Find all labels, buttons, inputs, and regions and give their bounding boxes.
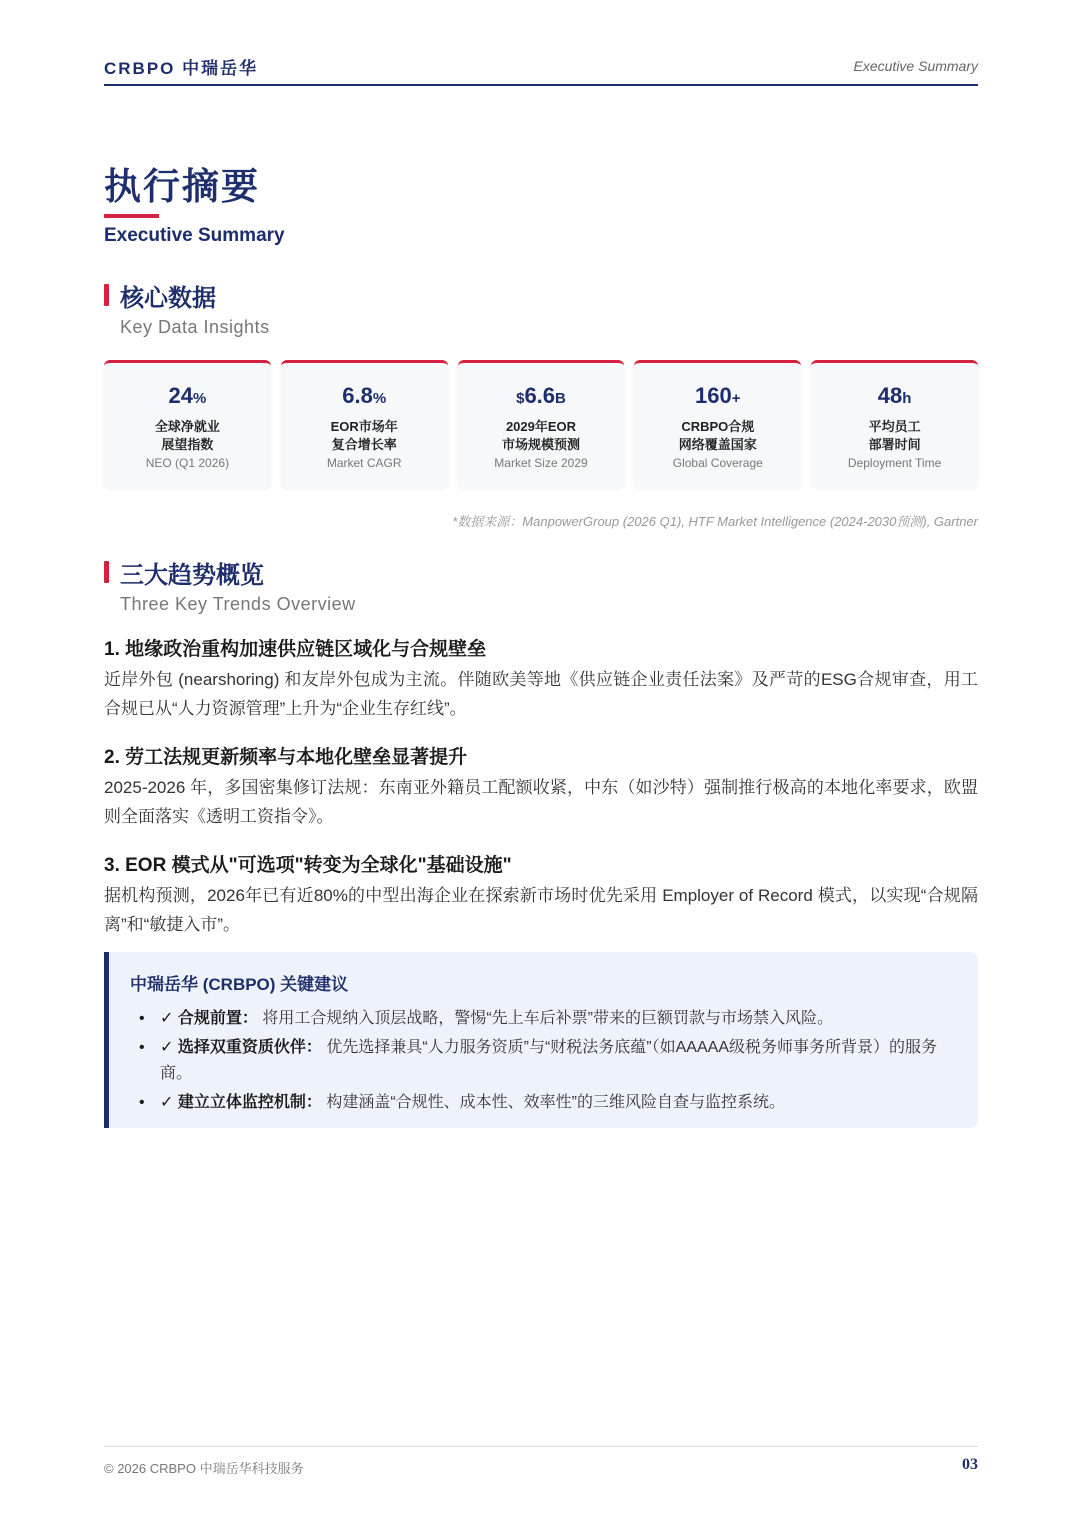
recommendation-text: 将用工合规纳入顶层战略，警惕“先上车后补票”带来的巨额罚款与市场禁入风险。 (257, 1010, 833, 1027)
stat-label-zh: 全球净就业 展望指数 (154, 419, 220, 452)
stat-label-en: Market Size 2029 (494, 456, 588, 470)
stat-label-zh: EOR市场年 复合增长率 (330, 419, 398, 452)
footer-copyright: © 2026 CRBPO 中瑞岳华科技服务 (104, 1461, 304, 1476)
stat-label-zh: 平均员工 部署时间 (868, 419, 921, 452)
stat-card (104, 360, 271, 488)
stat-value: 160+ (695, 383, 741, 408)
stat-card (281, 360, 448, 488)
bullet-icon: • (139, 1010, 145, 1027)
stat-value: 24% (168, 383, 207, 408)
stat-label-zh: CRBPO合规 网络覆盖国家 (678, 419, 757, 452)
recommendation-label: 建立立体监控机制： (177, 1094, 322, 1111)
header-brand: CRBPO 中瑞岳华 (104, 59, 259, 78)
list-item (130, 1035, 960, 1087)
stat-label-en: Deployment Time (847, 456, 942, 470)
source-note: *数据来源：ManpowerGroup (2026 Q1), HTF Market Intelligence (2024-2030预测), Gartner (452, 514, 978, 529)
stat-label-zh: 2029年EOR 市场规模预测 (501, 419, 580, 452)
trend-body: 2025-2026 年，多国密集修订法规：东南亚外籍员工配额收紧，中东（如沙特）强制推行极高的本地化率要求，欧盟则全面落实《透明工资指令》。 (104, 778, 978, 826)
trend-heading: 2. 劳工法规更新频率与本地化壁垒显著提升 (104, 747, 468, 768)
stat-card (811, 360, 978, 488)
section-subtitle-trends: Three Key Trends Overview (120, 594, 356, 614)
page-header (104, 52, 978, 86)
title-accent-bar (104, 214, 159, 218)
section-subtitle-key-data: Key Data Insights (120, 317, 270, 337)
recommendations-title: 中瑞岳华 (CRBPO) 关键建议 (130, 975, 349, 994)
trend-heading: 1. 地缘政治重构加速供应链区域化与合规壁垒 (104, 639, 487, 660)
page-number: 03 (962, 1456, 978, 1473)
trend-heading: 3. EOR 模式从"可选项"转变为全球化"基础设施" (104, 855, 512, 876)
stat-label-en: Global Coverage (672, 456, 763, 470)
recommendation-text: 构建涵盖“合规性、成本性、效率性”的三维风险自查与监控系统。 (321, 1094, 785, 1111)
stat-label-en: Market CAGR (326, 456, 402, 470)
footer-divider (104, 1446, 978, 1447)
stat-card (634, 360, 801, 488)
page (104, 0, 978, 1529)
bullet-icon: • (139, 1039, 145, 1056)
section-title-trends: 三大趋势概览 (120, 562, 264, 589)
recommendations-list (130, 1006, 960, 1119)
recommendations-box (104, 952, 978, 1128)
stat-label-en: NEO (Q1 2026) (145, 456, 230, 470)
header-section-title: Executive Summary (853, 58, 978, 74)
check-icon: ✓ (160, 1010, 174, 1027)
check-icon: ✓ (160, 1039, 174, 1056)
page-title: 执行摘要 (104, 166, 260, 207)
page-subtitle: Executive Summary (104, 225, 285, 246)
section-accent-bar (104, 284, 109, 306)
check-icon: ✓ (160, 1094, 174, 1111)
stat-cards (104, 360, 978, 488)
recommendation-label: 选择双重资质伙伴： (177, 1039, 322, 1056)
recommendation-text: 优先选择兼具“人力服务资质”与“财税法务底蕴”（如AAAAA级税务师事务所背景）的服务商。 (160, 1039, 937, 1082)
stat-card (458, 360, 625, 488)
bullet-icon: • (139, 1094, 145, 1111)
section-title-key-data: 核心数据 (120, 285, 216, 312)
trend-body: 据机构预测，2026年已有近80%的中型出海企业在探索新市场时优先采用 Employer of Record 模式，以实现“合规隔离”和“敏捷入市”。 (104, 886, 978, 934)
stat-value: 6.8% (342, 383, 387, 408)
stat-value: 48h (877, 383, 912, 408)
list-item (130, 1090, 960, 1116)
list-item (130, 1006, 960, 1032)
recommendation-label: 合规前置： (177, 1010, 258, 1027)
section-accent-bar (104, 561, 109, 583)
trend-body: 近岸外包 (nearshoring) 和友岸外包成为主流。伴随欧美等地《供应链企业责任法案》及严苛的ESG合规审查，用工合规已从“人力资源管理”上升为“企业生存红线”。 (104, 670, 978, 718)
stat-value: $6.6B (516, 383, 566, 408)
